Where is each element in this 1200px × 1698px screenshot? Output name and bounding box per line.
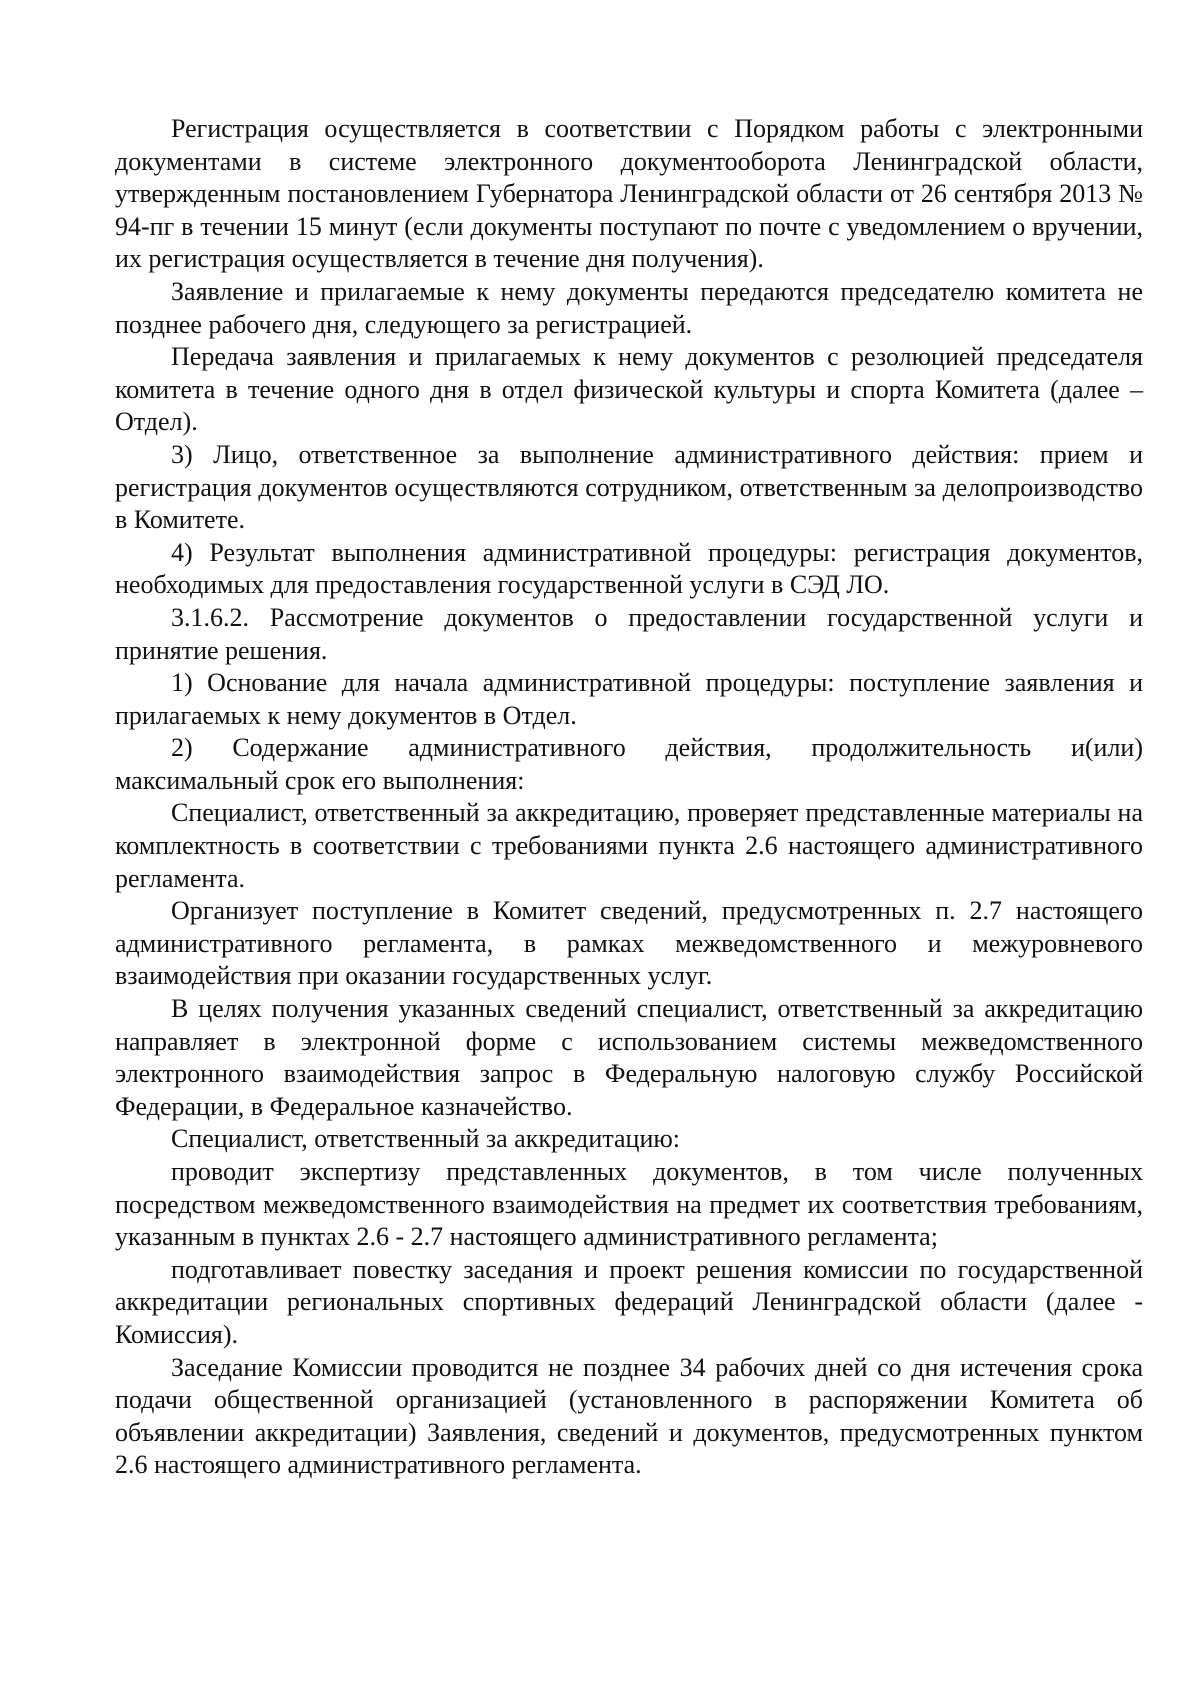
paragraph-specialist-intro: Специалист, ответственный за аккредитацию: <box>171 1124 681 1154</box>
paragraph-action-content: 2) Содержание административного действия, продолжительность и(или) максимальный срок его выполнения: <box>115 733 1143 795</box>
paragraph-commission-meeting: Заседание Комиссии проводится не позднее 34 рабочих дней со дня истечения срока подачи общественной организацией (установленного в распоряжении Комитета об объявлении аккредитации) Заявления, сведений и документов, предусмотренных пунктом 2.6 настоящего административного регламента. <box>115 1352 1143 1480</box>
document-body <box>115 113 1143 1482</box>
paragraph-specialist-check: Специалист, ответственный за аккредитацию, проверяет представленные материалы на комплектность в соответствии с требованиями пункта 2.6 настоящего административного регламента. <box>115 798 1143 893</box>
paragraph-electronic-request: В целях получения указанных сведений специалист, ответственный за аккредитацию направляет в электронной форме с использованием системы межведомственного электронного взаимодействия запрос в Федеральную налоговую службу Российской Федерации, в Федеральное казначейство. <box>115 994 1143 1121</box>
paragraph-organizes-info: Организует поступление в Комитет сведений, предусмотренных п. 2.7 настоящего административного регламента, в рамках межведомственного и межуровневого взаимодействия при оказании государственных услуг. <box>115 896 1143 991</box>
paragraph-section-heading: 3.1.6.2. Рассмотрение документов о предоставлении государственной услуги и принятие решения. <box>115 602 1143 665</box>
paragraph-agenda: подготавливает повестку заседания и проект решения комиссии по государственной аккредитации региональных спортивных федераций Ленинградской области (далее - Комиссия). <box>115 1254 1143 1349</box>
paragraph-procedure-basis: 1) Основание для начала административной процедуры: поступление заявления и прилагаемых к нему документов в Отдел. <box>115 668 1143 730</box>
paragraph-transfer-to-chairman: Заявление и прилагаемые к нему документы передаются председателю комитета не позднее рабочего дня, следующего за регистрацией. <box>115 276 1143 339</box>
paragraph-transfer-to-department: Передача заявления и прилагаемых к нему документов с резолюцией председателя комитета в течение одного дня в отдел физической культуры и спорта Комитета (далее – Отдел). <box>115 342 1143 437</box>
paragraph-responsible-person: 3) Лицо, ответственное за выполнение административного действия: прием и регистрация документов осуществляются сотрудником, ответственным за делопроизводство в Комитете. <box>115 439 1143 535</box>
paragraph-procedure-result: 4) Результат выполнения административной процедуры: регистрация документов, необходимых для предоставления государственной услуги в СЭД ЛО. <box>115 537 1143 600</box>
paragraph-registration: Регистрация осуществляется в соответствии с Порядком работы с электронными документами в системе электронного документооборота Ленинградской области, утвержденным постановлением Губернатора Ленинградской области от 26 сентября 2013 № 94-пг в течении 15 минут (если документы поступают по почте с уведомлением о вручении, их регистрация осуществляется в течение дня получения). <box>115 114 1143 274</box>
paragraph-expertise: проводит экспертизу представленных документов, в том числе полученных посредством межведомственного взаимодействия на предмет их соответствия требованиям, указанным в пунктах 2.6 - 2.7 настоящего административного регламента; <box>115 1157 1143 1252</box>
